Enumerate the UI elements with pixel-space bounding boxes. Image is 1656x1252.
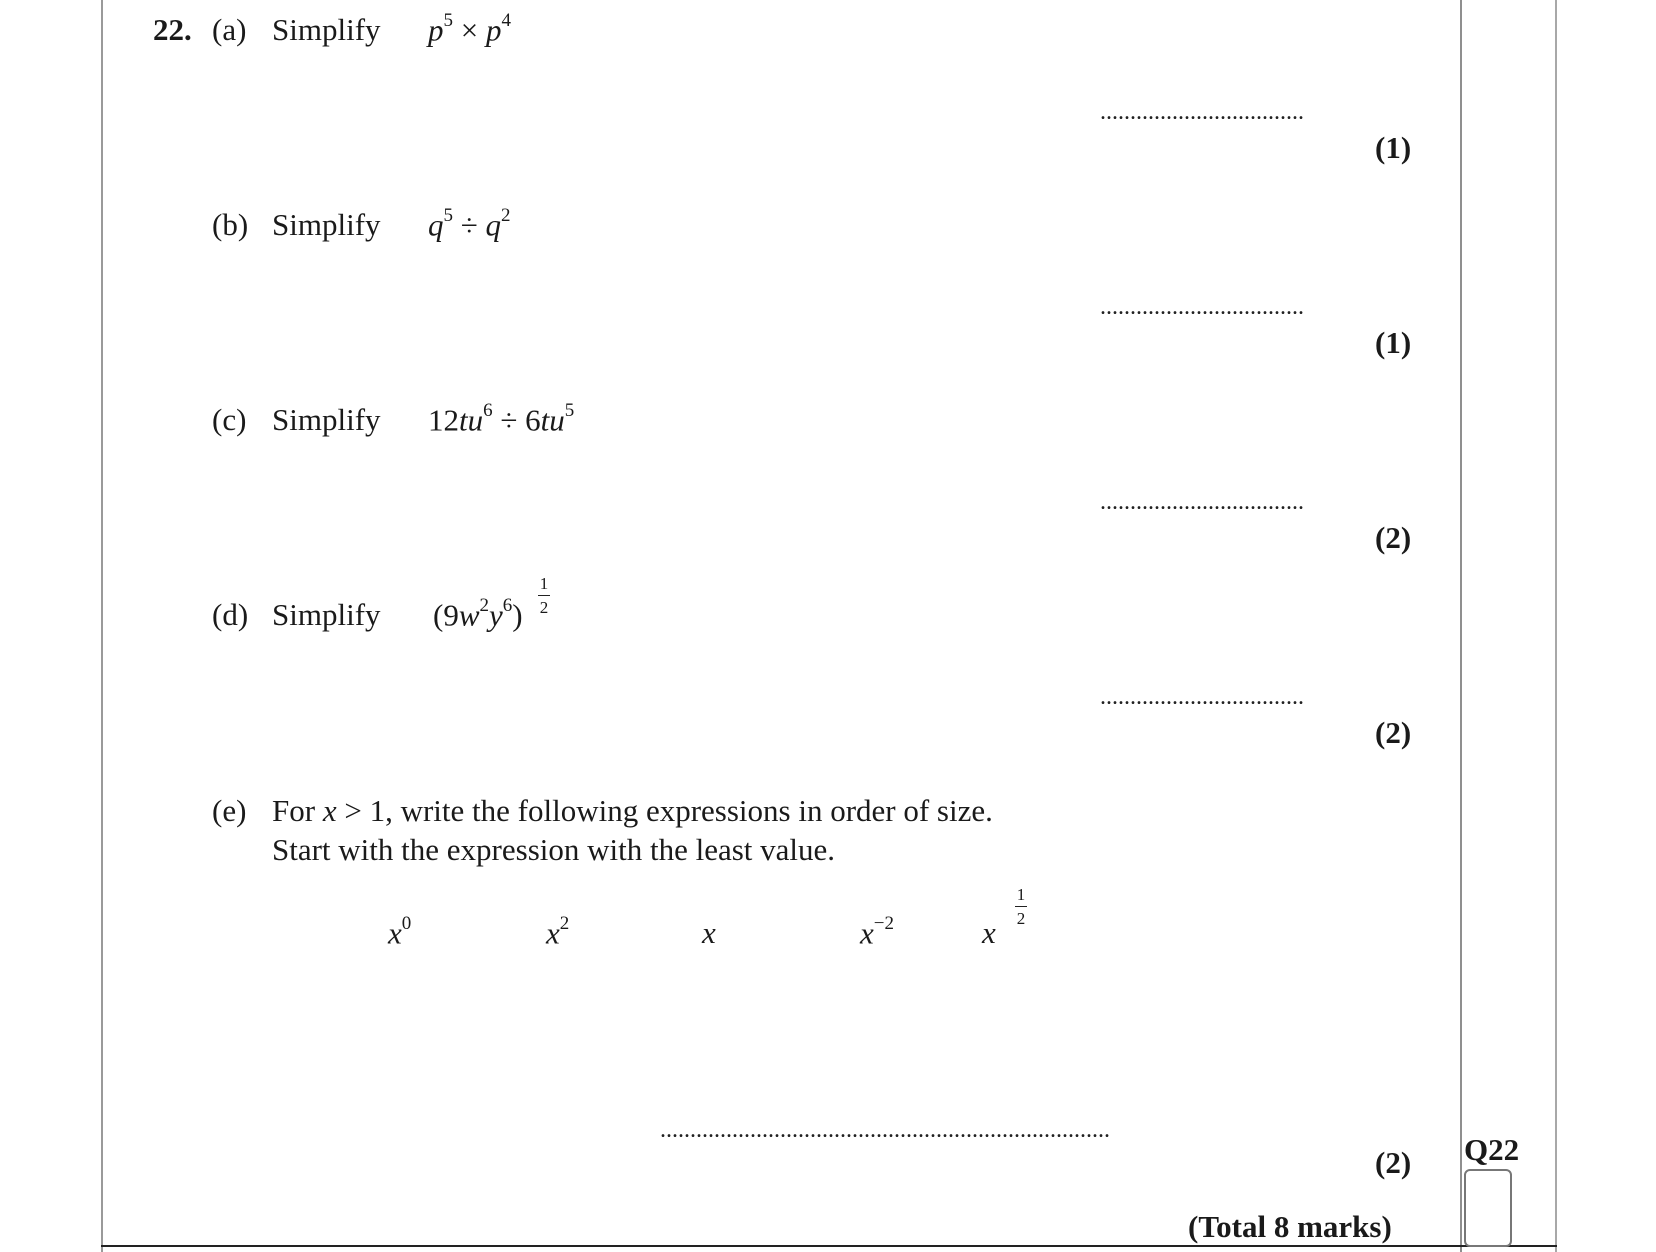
part-e-label: (e): [212, 793, 247, 828]
part-e-answer-line[interactable]: ...........................................................................: [660, 1118, 1110, 1142]
part-c-label: (c): [212, 402, 247, 437]
question-margin-label: Q22: [1464, 1132, 1520, 1167]
part-b-marks: (1): [1375, 325, 1412, 360]
part-e-instruction-line2: Start with the expression with the least value.: [272, 832, 836, 867]
question-number: 22.: [153, 12, 192, 47]
part-a-answer-line[interactable]: ..................................: [1100, 100, 1304, 124]
part-b-expression: $q^5 \div q^2$: [428, 205, 511, 243]
part-b-answer-line[interactable]: ..................................: [1100, 295, 1304, 319]
margin-border-right: [1555, 0, 1557, 1252]
page-border-right: [1460, 0, 1462, 1252]
part-d-expression: $(9w^2y^6)$: [433, 595, 523, 633]
part-a-expression: $p^5 \times p^4$: [428, 10, 511, 48]
part-d-label: (d): [212, 597, 249, 632]
examiner-mark-box: [1464, 1169, 1512, 1247]
expression-x-power-2: $x^2$: [546, 913, 570, 951]
total-marks: (Total 8 marks): [1188, 1209, 1392, 1244]
part-b-instruction: Simplify: [272, 207, 381, 242]
part-a-marks: (1): [1375, 130, 1412, 165]
part-d-fraction-exponent: $\frac{1}{2}$: [539, 574, 549, 617]
expression-x-half-exponent: $\frac{1}{2}$: [1016, 885, 1026, 928]
part-e-marks: (2): [1375, 1145, 1412, 1180]
part-d-marks: (2): [1375, 715, 1412, 750]
part-b-label: (b): [212, 207, 249, 242]
part-c-expression: $12tu^6 \div 6tu^5$: [428, 400, 575, 438]
part-e-instruction-line1: For x > 1, write the following expressions in order of size.: [272, 793, 993, 828]
expression-x-power-half: x: [982, 915, 996, 950]
part-c-answer-line[interactable]: ..................................: [1100, 490, 1304, 514]
part-a-label: (a): [212, 12, 247, 47]
page-border-left: [101, 0, 103, 1252]
part-d-instruction: Simplify: [272, 597, 381, 632]
expression-x: x: [702, 915, 716, 950]
bottom-rule: [101, 1245, 1557, 1247]
part-c-instruction: Simplify: [272, 402, 381, 437]
expression-x-power-minus-2: $x^{-2}$: [860, 913, 894, 951]
part-d-answer-line[interactable]: ..................................: [1100, 685, 1304, 709]
expression-x-power-0: $x^0$: [388, 913, 412, 951]
part-a-instruction: Simplify: [272, 12, 381, 47]
part-c-marks: (2): [1375, 520, 1412, 555]
